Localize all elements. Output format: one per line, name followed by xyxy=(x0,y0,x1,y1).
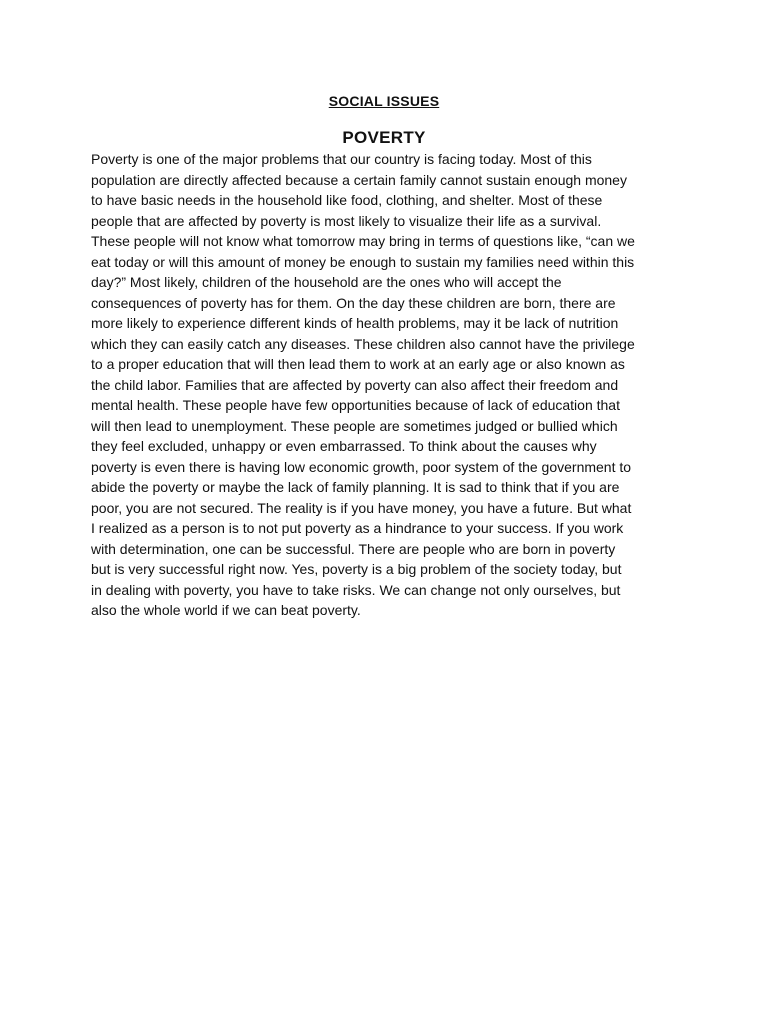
paragraph-line: poverty is even there is having low economic growth, poor system of the government to xyxy=(91,458,632,475)
paragraph-line: they feel excluded, unhappy or even embarrassed. To think about the causes why xyxy=(91,438,597,454)
paragraph-line: to a proper education that will then lead them to work at an early age or also known as xyxy=(91,356,625,372)
paragraph-line: also the whole world if we can beat poverty. xyxy=(91,602,361,618)
paragraph-line: will then lead to unemployment. These people are sometimes judged or bullied which xyxy=(91,417,618,434)
paragraph-line: more likely to experience different kinds of health problems, may it be lack of nutrition xyxy=(91,315,619,331)
paragraph-line: which they can easily catch any diseases. These children also cannot have the privilege xyxy=(91,335,635,352)
paragraph-line: but is very successful right now. Yes, poverty is a big problem of the society today, but xyxy=(91,561,622,577)
body-paragraph xyxy=(91,149,681,621)
paragraph-line: eat today or will this amount of money be enough to sustain my families need within this xyxy=(91,253,635,270)
paragraph-line: abide the poverty or maybe the lack of family planning. It is sad to think that if you are xyxy=(91,479,620,495)
paragraph-line: These people will not know what tomorrow may bring in terms of questions like, “can we xyxy=(91,233,635,249)
paragraph-line: day?” Most likely, children of the household are the ones who will accept the xyxy=(91,274,562,290)
paragraph-line: to have basic needs in the household like food, clothing, and shelter. Most of these xyxy=(91,192,603,208)
page-title: POVERTY xyxy=(342,128,426,147)
paragraph-line: in dealing with poverty, you have to take risks. We can change not only ourselves, but xyxy=(91,581,621,598)
paragraph-line: with determination, one can be successful. There are people who are born in poverty xyxy=(91,540,616,557)
paragraph-line: population are directly affected because a certain family cannot sustain enough money xyxy=(91,171,627,188)
paragraph-line: mental health. These people have few opportunities because of lack of education that xyxy=(91,397,620,413)
paragraph-line: Poverty is one of the major problems that our country is facing today. Most of this xyxy=(91,151,592,167)
paragraph-line: the child labor. Families that are affected by poverty can also affect their freedom and xyxy=(91,376,619,393)
paragraph-line: I realized as a person is to not put poverty as a hindrance to your success. If you work xyxy=(91,520,624,536)
section-heading: SOCIAL ISSUES xyxy=(328,93,440,109)
paragraph-line: consequences of poverty has for them. On the day these children are born, there are xyxy=(91,294,616,311)
paragraph-line: people that are affected by poverty is most likely to visualize their life as a survival. xyxy=(91,212,602,229)
paragraph-line: poor, you are not secured. The reality is if you have money, you have a future. But what xyxy=(91,499,632,516)
